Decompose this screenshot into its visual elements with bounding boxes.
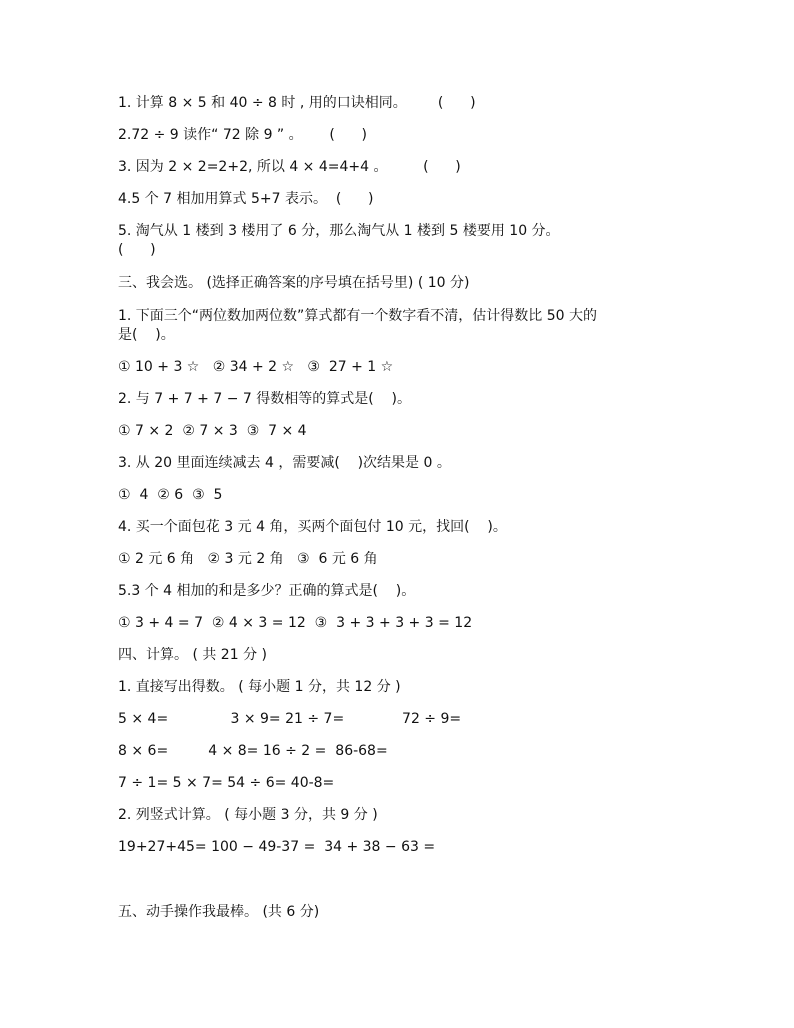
question-choice-5: 5.3 个 4 相加的和是多少？正确的算式是( )。 [118, 583, 416, 599]
calc-row-1: 5 × 4= 3 × 9= 21 ÷ 7= 72 ÷ 9= [118, 711, 462, 727]
question-true-false-5: 5. 淘气从 1 楼到 3 楼用了 6 分，那么淘气从 1 楼到 5 楼要用 10 分。 [118, 223, 560, 239]
question-choice-4-options: ① 2 元 6 角 ② 3 元 2 角 ③ 6 元 6 角 [118, 551, 378, 567]
question-choice-2: 2. 与 7 + 7 + 7 − 7 得数相等的算式是( )。 [118, 391, 411, 407]
question-choice-2-options: ① 7 × 2 ② 7 × 3 ③ 7 × 4 [118, 423, 307, 439]
question-choice-3: 3. 从 20 里面连续减去 4 ，需要减( )次结果是 0 。 [118, 455, 451, 471]
question-true-false-1: 1. 计算 8 × 5 和 40 ÷ 8 时 , 用的口诀相同。 ( ) [118, 95, 476, 111]
calc-row-3: 7 ÷ 1= 5 × 7= 54 ÷ 6= 40-8= [118, 775, 335, 791]
calc-part-2-heading: 2. 列竖式计算。 ( 每小题 3 分，共 9 分 ) [118, 807, 378, 823]
question-choice-1: 1. 下面三个“两位数加两位数”算式都有一个数字看不清，估计得数比 50 大的 [118, 308, 598, 324]
question-true-false-2: 2.72 ÷ 9 读作“ 72 除 9 ” 。 ( ) [118, 127, 367, 143]
question-choice-5-options: ① 3 + 4 = 7 ② 4 × 3 = 12 ③ 3 + 3 + 3 + 3 = 12 [118, 615, 473, 631]
question-choice-1-cont: 是( )。 [118, 327, 175, 343]
calc-part-1-heading: 1. 直接写出得数。 ( 每小题 1 分，共 12 分 ) [118, 679, 401, 695]
question-true-false-4: 4.5 个 7 相加用算式 5+7 表示。 ( ) [118, 191, 374, 207]
section-5-heading: 五、动手操作我最棒。 (共 6 分) [118, 904, 320, 920]
question-choice-1-options: ① 10 + 3 ☆ ② 34 + 2 ☆ ③ 27 + 1 ☆ [118, 359, 394, 375]
question-choice-3-options: ① 4 ② 6 ③ 5 [118, 487, 223, 503]
section-4-heading: 四、计算。 ( 共 21 分 ) [118, 647, 267, 663]
question-choice-4: 4. 买一个面包花 3 元 4 角，买两个面包付 10 元，找回( )。 [118, 519, 507, 535]
question-true-false-3: 3. 因为 2 × 2=2+2, 所以 4 × 4=4+4 。 ( ) [118, 159, 461, 175]
calc-row-2: 8 × 6= 4 × 8= 16 ÷ 2 = 86-68= [118, 743, 388, 759]
question-true-false-5-bracket: ( ) [118, 242, 156, 258]
section-3-heading: 三、我会选。 (选择正确答案的序号填在括号里) ( 10 分) [118, 275, 470, 291]
calc-vertical-row: 19+27+45= 100 − 49-37 = 34 + 38 − 63 = [118, 839, 436, 855]
